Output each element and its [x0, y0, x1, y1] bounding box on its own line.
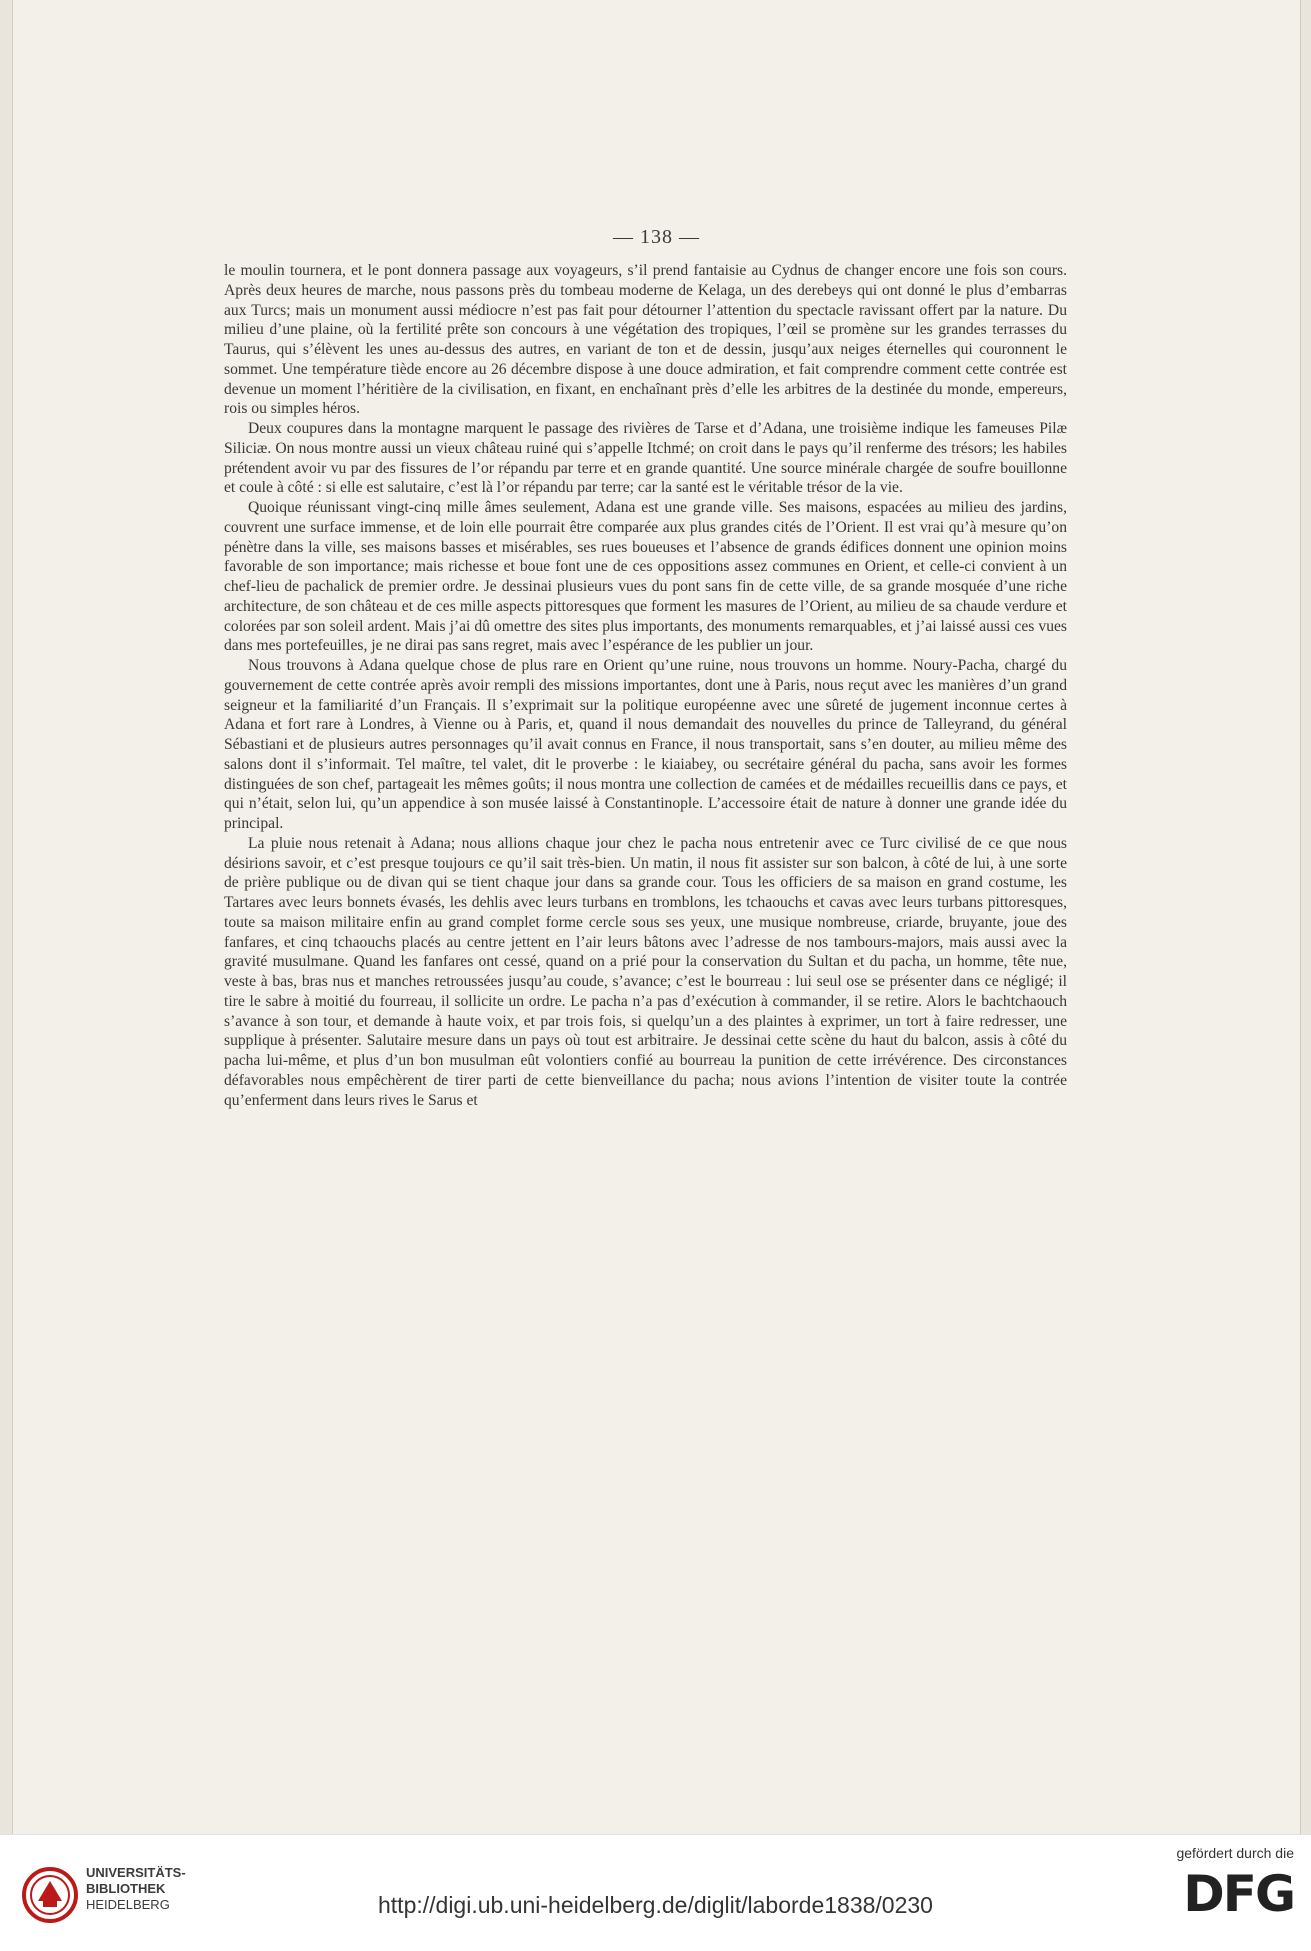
document-url-link[interactable]: http://digi.ub.uni-heidelberg.de/diglit/laborde1838/0230	[378, 1892, 933, 1918]
funding-caption: gefördert durch die	[1176, 1845, 1294, 1861]
library-line-2: BIBLIOTHEK	[86, 1881, 166, 1896]
paragraph-1: le moulin tournera, et le pont donnera passage aux voyageurs, s’il prend fantaisie au Cydnus de changer encore une fois son cours. Après deux heures de marche, nous passons près du tombeau moderne de Kelaga, un des derebeys qui ont donné le plus d’embarras aux Turcs; mais un monument aussi médiocre n’est pas fait pour détourner l’attention du spectacle ravissant offert par la nature. Du milieu d’une plaine, où la fertilité prête son concours à une végétation des tropiques, l’œil se promène sur les grandes terrasses du Taurus, qui s’élèvent les unes au-dessus des autres, en variant de ton et de dessin, jusqu’aux neiges éternelles qui couronnent le sommet. Une température tiède encore au 26 décembre dispose à une douce admiration, et fait comprendre comment cette contrée est devenue un moment l’héritière de la civilisation, en fixant, en enchaînant près d’elle les arbitres de la destinée du monde, empereurs, rois ou simples héros.	[224, 262, 1067, 418]
paragraph-3: Quoique réunissant vingt-cinq mille âmes seulement, Adana est une grande ville. Ses maisons, espacées au milieu des jardins, couvrent une surface immense, et de loin elle pourrait être comparée aux plus grandes cités de l’Orient. Il est vrai qu’à mesure qu’on pénètre dans la ville, ses maisons basses et misérables, ses rues boueuses et l’absence de grands édifices donnent une opinion moins favorable de son importance; mais richesse et boue font une de ces oppositions assez communes en Orient, et celle-ci convient à un chef-lieu de pachalick de premier ordre. Je dessinai plusieurs vues du pont sans fin de cette ville, de sa grande mosquée d’une riche architecture, de son château et de ces mille aspects pittoresques que forment les masures de l’Orient, au milieu de sa chaude verdure et colorées par son soleil ardent. Mais j’ai dû omettre des sites plus importants, des monuments remarquables, et j’ai laissé aussi ces vues dans mes portefeuilles, je ne dirai pas sans regret, mais avec l’espérance de les publier un jour.	[224, 499, 1067, 655]
book-page	[12, 0, 1301, 1834]
paragraph-2: Deux coupures dans la montagne marquent le passage des rivières de Tarse et d’Adana, une troisième indique les fameuses Pilæ Siliciæ. On nous montre aussi un vieux château ruiné qui s’appelle Itchmé; on croit dans le pays qu’il renferme des trésors; les habiles prétendent avoir vu par des fissures de l’or répandu par terre et en grande quantité. Une source minérale chargée de soufre bouillonne et coule à côté : si elle est salutaire, c’est là l’or répandu par terre; car la santé est le véritable trésor de la vie.	[224, 420, 1067, 497]
page-number: — 138 —	[613, 226, 700, 248]
funder-logo	[1144, 1845, 1294, 1945]
body-text	[224, 261, 1067, 1110]
paragraph-5: La pluie nous retenait à Adana; nous allions chaque jour chez le pacha nous entretenir avec ce Turc civilisé de ce que nous désirions savoir, et c’est presque toujours ce qu’il sait très-bien. Un matin, il nous fit assister sur son balcon, à côté de lui, à une sorte de prière publique ou de divan qui se tient chaque jour dans sa grande cour. Tous les officiers de sa maison en grand costume, les Tartares avec leurs bonnets évasés, les dehlis avec leurs turbans en tromblons, les tchaouchs et cavas avec leurs turbans pittoresques, toute sa maison militaire enfin au grand complet forme cercle sous ses yeux, une musique nombreuse, criarde, bruyante, joue des fanfares, et cinq tchaouchs placés au centre jettent en l’air leurs bâtons avec l’adresse de nos tambours-majors, mais aussi avec la gravité musulmane. Quand les fanfares ont cessé, quand on a prié pour la conservation du Sultan et du pacha, un homme, tête nue, veste à bas, bras nus et manches retroussées jusqu’au coude, s’avance; c’est le bourreau : lui seul ose se présenter dans ce négligé; il tire le sabre à moitié du fourreau, il sollicite un ordre. Le pacha n’a pas d’exécution à commander, il se retire. Alors le bachtchaouch s’avance à son tour, et demande à haute voix, et par trois fois, si quelqu’un a des plaintes à exprimer, un tort à faire redresser, une supplique à présenter. Salutaire mesure dans un pays où tout est arbitraire. Je dessinai cette scène du haut du balcon, assis à côté du pacha lui-même, et plus d’un bon musulman eût volontiers confié au bourreau la punition de cette irrévérence. Des circonstances défavorables nous empêchèrent de tirer parti de cette bienveillance du pacha; nous avions l’intention de visiter toute la contrée qu’enferment dans leurs rives le Sarus et	[224, 834, 1067, 1109]
viewer-footer	[0, 1834, 1311, 1951]
library-line-1: UNIVERSITÄTS-	[86, 1865, 186, 1880]
paragraph-4: Nous trouvons à Adana quelque chose de plus rare en Orient qu’une ruine, nous trouvons un homme. Noury-Pacha, chargé du gouvernement de cette contrée après avoir rempli des missions importantes, dont une à Paris, nous reçut avec les manières d’un grand seigneur et la familiarité d’un Français. Il s’exprimait sur la politique européenne avec une sûreté de jugement inconnue certes à Adana et fort rare à Londres, à Vienne ou à Paris, et, quand il nous demandait des nouvelles du prince de Talleyrand, du général Sébastiani et de plusieurs autres personnages qu’il avait connus en France, il nous transportait, sans s’en douter, au milieu même des salons dont il s’informait. Tel maître, tel valet, dit le proverbe : le kiaiabey, ou secrétaire général du pacha, sans avoir les formes distinguées de son chef, partageait les mêmes goûts; il nous montra une collection de camées et de médailles recueillis dans ce pays, et qui n’était, selon lui, qu’un appendice à son musée laissé à Constantinople. L’accessoire était de nature à donner une grande idée du principal.	[224, 657, 1067, 832]
library-line-3: HEIDELBERG	[86, 1897, 170, 1912]
dfg-logo: DFG	[1183, 1865, 1294, 1923]
